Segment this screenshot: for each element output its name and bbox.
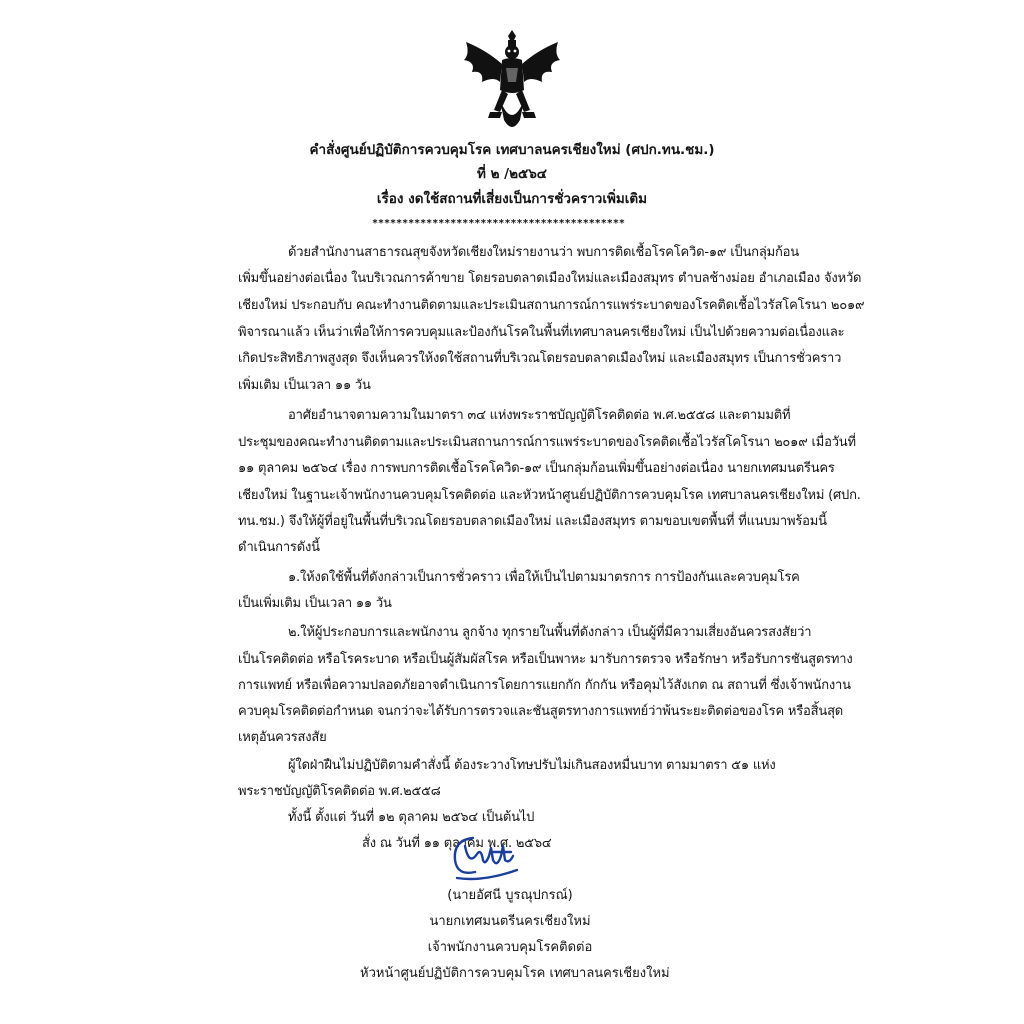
effective-date: ทั้งนี้ ตั้งแต่ วันที่ ๑๒ ตุลาคม ๒๕๖๔ เป็นต้นไป [288,810,535,825]
signatory-position-head: หัวหน้าศูนย์ปฏิบัติการควบคุมโรค เทศบาลนครเชียงใหม่ [360,966,670,981]
item-1-line: เป็นเพิ่มเติม เป็นเวลา ๑๑ วัน [238,596,392,611]
paragraph-2-line: อาศัยอำนาจตามความในมาตรา ๓๔ แห่งพระราชบัญญัติโรคติดต่อ พ.ศ.๒๕๕๘ และตามมติที่ [288,408,791,423]
item-2-line: ควบคุมโรคติดต่อกำหนด จนกว่าจะได้รับการตรวจและชันสูตรทางการแพทย์ว่าพ้นระยะติดต่อของโรค หรือสิ้นสุด [238,704,844,719]
paragraph-1-line: เพิ่มเติม เป็นเวลา ๑๑ วัน [238,378,371,393]
garuda-emblem-icon [456,30,568,138]
order-title: คำสั่งศูนย์ปฏิบัติการควบคุมโรค เทศบาลนครเชียงใหม่ (ศปก.ทน.ชม.) [309,142,715,158]
penalty-line: ผู้ใดฝ่าฝืนไม่ปฏิบัติตามคำสั่งนี้ ต้องระวางโทษปรับไม่เกินสองหมื่นบาท ตามมาตรา ๕๑ แห่ง [288,758,776,773]
separator-line: ****************************************** [372,218,625,229]
item-1-line: ๑.ให้งดใช้พื้นที่ดังกล่าวเป็นการชั่วคราว เพื่อให้เป็นไปตามมาตรการ การป้องกันและควบคุมโรค [288,570,800,585]
paragraph-2-line: ทน.ชม.) จึงให้ผู้ที่อยู่ในพื้นที่บริเวณโดยรอบตลาดเมืองใหม่ และเมืองสมุทร ตามขอบเขตพื้นที่ ที่แนบมาพร้อมนี้ [238,514,827,529]
item-2-line: ๒.ให้ผู้ประกอบการและพนักงาน ลูกจ้าง ทุกรายในพื้นที่ดังกล่าว เป็นผู้ที่มีความเสี่ยงอันควรสงสัยว่า [288,625,812,640]
paragraph-2-line: ประชุมของคณะทำงานติดตามและประเมินสถานการณ์การแพร่ระบาดของโรคติดเชื้อไวรัสโคโรนา ๒๐๑๙ เมื่อวันที่ [238,435,856,450]
order-number: ที่ ๒ /๒๕๖๔ [476,166,548,182]
paragraph-2-line: ๑๑ ตุลาคม ๒๕๖๔ เรื่อง การพบการติดเชื้อโรคโควิด-๑๙ เป็นกลุ่มก้อนเพิ่มขึ้นอย่างต่อเนื่อง นายกเทศมนตรีนคร [238,461,835,476]
order-subject: เรื่อง งดใช้สถานที่เสี่ยงเป็นการชั่วคราวเพิ่มเติม [376,191,648,207]
paragraph-1-line: ด้วยสำนักงานสาธารณสุขจังหวัดเชียงใหม่รายงานว่า พบการติดเชื้อโรคโควิด-๑๙ เป็นกลุ่มก้อน [288,245,799,260]
item-2-line: เป็นโรคติดต่อ หรือโรคระบาด หรือเป็นผู้สัมผัสโรค หรือเป็นพาหะ มารับการตรวจ หรือรักษา หรือรับการชันสูตรทาง [238,652,853,667]
paragraph-2-line: ดำเนินการดังนี้ [238,540,320,555]
paragraph-1-line: เพิ่มขึ้นอย่างต่อเนื่อง ในบริเวณการค้าขาย โดยรอบตลาดเมืองใหม่และเมืองสมุทร ตำบลช้างม่อย อำเภอเมือง จังหวัด [238,271,862,286]
paragraph-2-line: เชียงใหม่ ในฐานะเจ้าพนักงานควบคุมโรคติดต่อ และหัวหน้าศูนย์ปฏิบัติการควบคุมโรค เทศบาลนครเชียงใหม่ (ศปก. [238,488,861,503]
paragraph-1-line: เชียงใหม่ ประกอบกับ คณะทำงานติดตามและประเมินสถานการณ์การแพร่ระบาดของโรคติดเชื้อไวรัสโคโรนา ๒๐๑๙ [238,298,865,313]
item-2-line: การแพทย์ หรือเพื่อความปลอดภัยอาจดำเนินการโดยการแยกกัก กักกัน หรือคุมไว้สังเกต ณ สถานที่ ซึ่งเจ้าพนักงาน [238,678,851,693]
penalty-line: พระราชบัญญัติโรคติดต่อ พ.ศ.๒๕๕๘ [238,784,441,799]
signatory-position-officer: เจ้าพนักงานควบคุมโรคติดต่อ [427,940,593,955]
signatory-name: (นายอัศนี บูรณุปกรณ์) [447,888,573,903]
item-2-line: เหตุอันควรสงสัย [238,730,327,745]
signature-image [443,826,533,886]
paragraph-1-line: เกิดประสิทธิภาพสูงสุด จึงเห็นควรให้งดใช้สถานที่บริเวณโดยรอบตลาดเมืองใหม่ และเมืองสมุทร เป็นการชั่วคราว [238,351,842,366]
order-date: สั่ง ณ วันที่ ๑๑ ตุลาคม พ.ศ. ๒๕๖๔ [362,836,552,851]
paragraph-1-line: พิจารณาแล้ว เห็นว่าเพื่อให้การควบคุมและป้องกันโรคในพื้นที่เทศบาลนครเชียงใหม่ เป็นไปด้วยความต่อเนื่องและ [238,325,845,340]
signatory-position-mayor: นายกเทศมนตรีนครเชียงใหม่ [429,914,591,929]
